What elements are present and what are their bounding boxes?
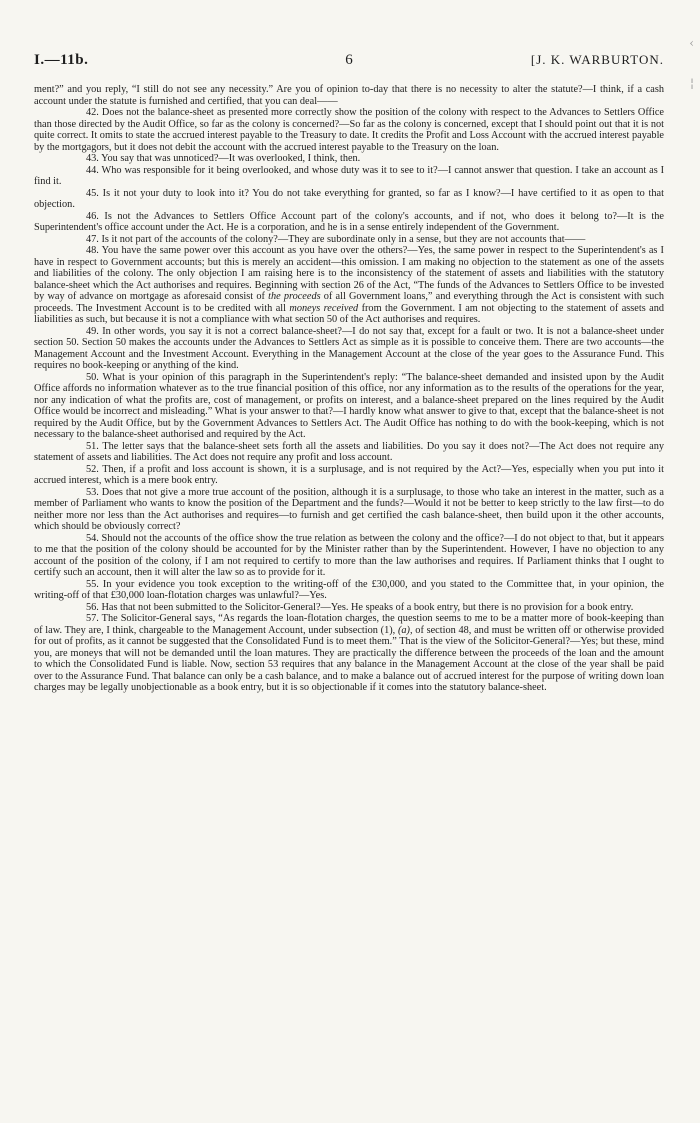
question-56: 56. Has that not been submitted to the Solicitor-General?—Yes. He speaks of a book entry, but there is no provision for a book entry. <box>86 601 634 613</box>
witness-name: [J. K. WARBURTON. <box>530 52 664 67</box>
question-57 <box>34 613 664 694</box>
question-48-part: from the Government. I am not objecting to the statement of assets and liabilities as such, but because it is not a compliance with what section 50 of the Act authorises and requires. <box>34 302 664 325</box>
question-44: 44. Who was responsible for it being overlooked, and whose duty was it to see to it?—I cannot answer that question. I take an account as I find it. <box>34 164 664 187</box>
question-45: 45. Is it not your duty to look into it? You do not take everything for granted, so far as I know?—I have certified to it as open to that objection. <box>34 187 664 210</box>
page-header <box>34 52 664 72</box>
italic-phrase: moneys received <box>289 302 359 314</box>
question-55: 55. In your evidence you took exception to the writing-off of the £30,000, and you stated to the Committee that, in your opinion, the writing-off of that £30,000 loan-flotation charges was unlawful?—Yes. <box>34 578 664 601</box>
document-code: I.—11b. <box>34 52 89 68</box>
page-body <box>34 84 664 694</box>
paragraph-continuation: ment?” and you reply, “I still do not see any necessity.” Are you of opinion to-day that there is no necessity to alter the statute?—I think, if a cash account under the statute is furnished and certified, that you can deal—— <box>34 84 664 107</box>
question-57-part: 57. The Solicitor-General says, “As regards the loan-flotation charges, the question seems to me to be a matter more of book-keeping than of law. They are, I think, chargeable to the Management Account, under subsection (1), <box>34 613 664 636</box>
question-53: 53. Does that not give a more true account of the position, although it is a surplusage, to those who take an interest in the matter, such as a member of Parliament who wants to know the position of the Department and the funds?—Would it not be better to keep strictly to the law first—to do neither more nor less than the Act authorises and requires—to furnish and get certified the cash balance-sheet, then build upon it the other accounts, which should be obviously correct? <box>34 486 664 532</box>
question-42: 42. Does not the balance-sheet as presented more correctly show the position of the colony with respect to the Advances to Settlers Office than those directed by the Audit Office, so far as the colony is concerned?—So far as the colony is concerned, except that I should point out that it is not quite correct. It omits to state the accrued interest payable to the Treasury to date. It credits the Profit and Loss Account with the accrued interest payable by the mortgagors, but it does not debit the account with the accrued interest payable to the Treasury on the loan. <box>34 107 664 153</box>
question-48-part: of all Government loans,” and everything through the Act is consistent with such proceeds. The Investment Account is to be credited with all <box>34 291 664 314</box>
page-number: 6 <box>345 52 353 68</box>
question-54: 54. Should not the accounts of the office show the true relation as between the colony and the office?—I do not object to that, but it appears to me that the position of the colony should be accounted for by the Minister rather than by the Superintendent. However, I have no objection to any account of the position of the colony, if I am not required to certify to more than the law authorises and requires. If Parliament thinks that I ought to certify such an account, then it will alter the law so as to provide for it. <box>34 532 664 578</box>
question-52: 52. Then, if a profit and loss account is shown, it is a surplusage, and is not required by the Act?—Yes, especially when you put into it accrued interest, which is a mere book entry. <box>34 463 664 486</box>
question-43: 43. You say that was unnoticed?—It was overlooked, I think, then. <box>86 153 361 164</box>
question-49: 49. In other words, you say it is not a correct balance-sheet?—I do not say that, except for a fault or two. It is not a balance-sheet under section 50. Section 50 makes the accounts under the Advances to Settlers Act as simple as it is possible to conceive them. There are two accounts—the Management Account and the Investment Account. Everything in the Management Account at the close of the year goes to the Assurance Fund. This requires no book-keeping or anything of the kind. <box>34 325 664 371</box>
question-57-part: of section 48, and must be written off or otherwise provided for out of profits, as it cannot be suggested that the Consolidated Fund is to meet them.” That is the view of the Solicitor-General?—Yes; but these, mind you, are moneys that will not be demanded until the loan matures. They are practically the difference between the proceeds of the loan and the amount to which the Consolidated Fund is liable. Now, section 53 requires that any balance in the Management Account at the close of the year shall be paid over to the Assurance Fund. That balance can only be a cash balance, and to make a balance out of accrued interest for the purpose of writing down loan charges may be legally unobjectionable as a book entry, but it is so objectionable if it comes into the statutory balance-sheet. <box>34 624 664 693</box>
question-47: 47. Is it not part of the accounts of the colony?—They are subordinate only in a sense, but they are not accounts that—— <box>86 233 586 245</box>
question-48-part: 48. You have the same power over this account as you have over the others?—Yes, the same power in respect to the Superintendent's as I have in respect to Government accounts; but this is merely an accident—this omission. I am making no objection to the statement as one of the assets and liabilities of the colony. The only objection I am raising here is to the inconsistency of the statement of assets and liabilities with the statutory balance-sheet which the Act authorises and requires. Beginning with section 26 of the Act, “The funds of the Advances to Settlers Office to be invested by way of advance on mortgage as aforesaid consist of <box>34 245 664 302</box>
question-50: 50. What is your opinion of this paragraph in the Superintendent's reply: “The balance-sheet demanded and insisted upon by the Audit Office affords no information whatever as to the true financial position of this office, nor any information as to the results of the operations for the year, nor any indication of what the profits are, cost of management, or profits on interest, and a balance-sheet prepared on the lines required by the Audit Office would be incorrect and misleading.” What is your answer to that?—I hardly know what answer to give to that, except that the balance-sheet is not required by the Audit Office, but by the Government Advances to Settlers Act. The Audit Office has nothing to do with the book-keeping, which is not necessary to the balance-sheet authorised and required by the Act. <box>34 371 664 440</box>
question-51: 51. The letter says that the balance-sheet sets forth all the assets and liabilities. Do you say it does not?—The Act does not require any statement of assets and liabilities. The Act does not require any profit and loss account. <box>34 440 664 463</box>
question-48 <box>34 245 664 326</box>
italic-phrase: (a), <box>397 624 413 636</box>
italic-phrase: the proceeds <box>268 291 321 302</box>
margin-mark: ¦ <box>689 76 694 90</box>
margin-mark: ‹ <box>689 36 694 50</box>
question-46: 46. Is not the Advances to Settlers Office Account part of the colony's accounts, and if not, who does it belong to?—It is the Superintendent's office account under the Act. He is a corporation, and he is in a sense entirely independent of the Government. <box>34 210 664 233</box>
